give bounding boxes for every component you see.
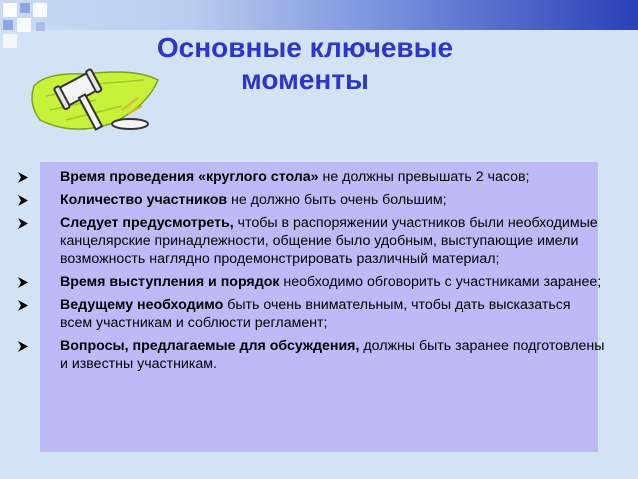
arrow-bullet-icon — [18, 172, 28, 183]
header-gradient-band — [0, 0, 638, 30]
list-item-bold: Следует предусмотреть, — [60, 215, 234, 231]
arrow-bullet-icon — [18, 300, 28, 311]
list-item-text: необходимо обговорить с участниками заранее; — [279, 274, 602, 290]
list-item — [16, 273, 606, 291]
title-line-1: Основные ключевые — [156, 32, 454, 63]
list-item-bold: Время проведения «круглого стола» — [60, 169, 319, 185]
arrow-bullet-icon — [18, 195, 28, 206]
list-item-bold: Время выступления и порядок — [60, 274, 280, 290]
arrow-bullet-icon — [18, 277, 28, 288]
key-points-list — [16, 168, 606, 378]
list-item — [16, 191, 606, 209]
list-item-text: чтобы в распоряжении участников были необходимые канцелярские принадлежности, общение было удобным, выступающие имели возможность наглядно продемонстрировать различный материал; — [60, 215, 598, 267]
list-item — [16, 168, 606, 186]
list-item-bold: Вопросы, предлагаемые для обсуждения, — [60, 338, 360, 354]
list-item — [16, 214, 606, 268]
list-item-bold: Ведущему необходимо — [60, 297, 224, 313]
decorative-squares-icon — [0, 0, 60, 60]
list-item-text: быть очень внимательным, чтобы дать высказаться всем участникам и соблюсти регламент; — [60, 297, 571, 331]
list-item — [16, 296, 606, 332]
page-title — [95, 32, 515, 96]
list-item-text: не должно быть очень большим; — [227, 192, 447, 208]
list-item — [16, 337, 606, 373]
arrow-bullet-icon — [18, 218, 28, 229]
list-item-bold: Количество участников — [60, 192, 228, 208]
title-line-2: моменты — [241, 64, 369, 95]
arrow-bullet-icon — [18, 341, 28, 352]
list-item-text: не должны превышать 2 часов; — [318, 169, 530, 185]
list-item-text: должны быть заранее подготовлены и известны участникам. — [60, 338, 605, 372]
